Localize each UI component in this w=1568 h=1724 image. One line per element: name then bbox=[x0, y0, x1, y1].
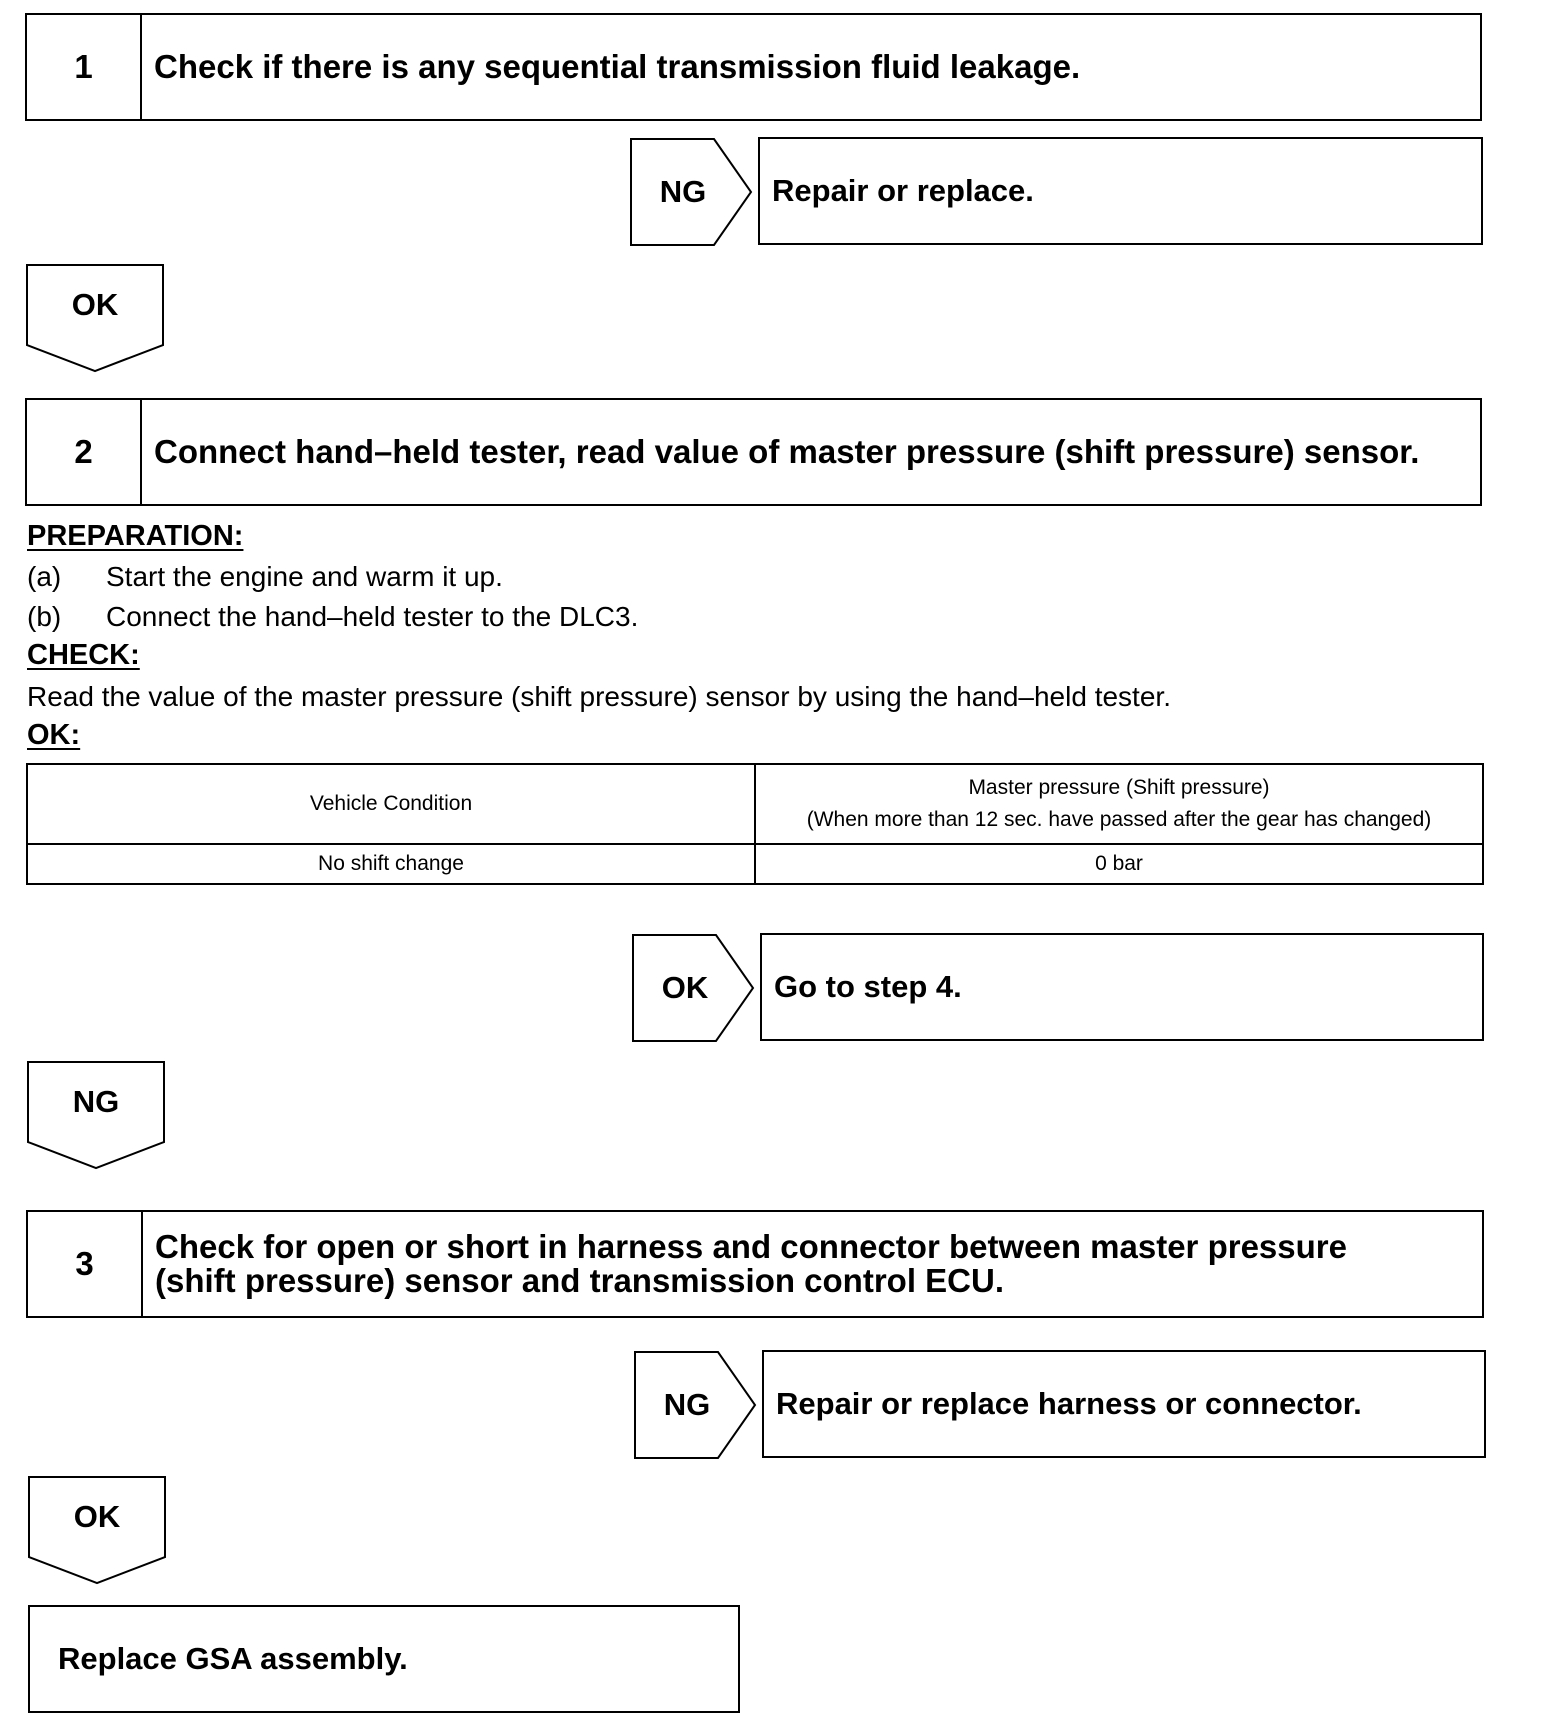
step-3-text: Check for open or short in harness and connector between master pressure (shift pressure) sensor and transmission control ECU. bbox=[155, 1228, 1347, 1299]
step-2-box bbox=[25, 398, 1482, 506]
step-2-ok-label: OK bbox=[661, 970, 709, 1005]
step-1-ok-arrow bbox=[25, 263, 165, 373]
master-pressure-header-line2: (When more than 12 sec. have passed after the gear has changed) bbox=[806, 808, 1432, 831]
step-2-ng-arrow bbox=[26, 1060, 166, 1170]
step-3-number: 3 bbox=[28, 1212, 143, 1316]
ok-heading: OK: bbox=[27, 719, 81, 751]
final-action-box: Replace GSA assembly. bbox=[28, 1605, 740, 1713]
step-3-ng-result: Repair or replace harness or connector. bbox=[762, 1350, 1486, 1458]
preparation-heading: PREPARATION: bbox=[27, 520, 244, 552]
step-3-ok-arrow bbox=[27, 1475, 167, 1585]
step-1-ng-label: NG bbox=[659, 174, 707, 209]
step-3-box bbox=[26, 1210, 1484, 1318]
check-text: Read the value of the master pressure (shift pressure) sensor by using the hand–held tester. bbox=[27, 681, 1171, 712]
step-2-ng-label: NG bbox=[72, 1084, 120, 1119]
step-1-ng-result: Repair or replace. bbox=[758, 137, 1483, 245]
check-heading: CHECK: bbox=[27, 639, 140, 671]
step-1-number: 1 bbox=[27, 15, 142, 119]
step-1-ng-arrow bbox=[629, 137, 754, 247]
row-condition-cell: No shift change bbox=[27, 844, 755, 884]
step-1-ok-label: OK bbox=[71, 287, 119, 322]
item-a-key: (a) bbox=[27, 561, 62, 592]
item-b-key: (b) bbox=[27, 601, 62, 632]
step-2-number: 2 bbox=[27, 400, 142, 504]
item-a-text: Start the engine and warm it up. bbox=[106, 561, 503, 592]
preparation-item-a bbox=[27, 560, 927, 594]
item-b-text: Connect the hand–held tester to the DLC3. bbox=[106, 601, 639, 632]
master-pressure-header-line1: Master pressure (Shift pressure) bbox=[968, 776, 1270, 799]
step-3-ng-arrow bbox=[633, 1350, 758, 1460]
preparation-item-b bbox=[27, 600, 927, 634]
col-master-pressure-header bbox=[755, 764, 1483, 844]
step-2-ok-result: Go to step 4. bbox=[760, 933, 1484, 1041]
col-vehicle-condition-header: Vehicle Condition bbox=[27, 764, 755, 844]
row-value-cell: 0 bar bbox=[755, 844, 1483, 884]
step-3-ng-label: NG bbox=[663, 1387, 711, 1422]
step-1-text: Check if there is any sequential transmission fluid leakage. bbox=[154, 48, 1081, 85]
spec-table bbox=[26, 763, 1484, 885]
step-1-box bbox=[25, 13, 1482, 121]
step-2-text: Connect hand–held tester, read value of master pressure (shift pressure) sensor. bbox=[154, 433, 1420, 470]
step-3-ok-label: OK bbox=[73, 1499, 121, 1534]
step-2-ok-arrow bbox=[631, 933, 756, 1043]
